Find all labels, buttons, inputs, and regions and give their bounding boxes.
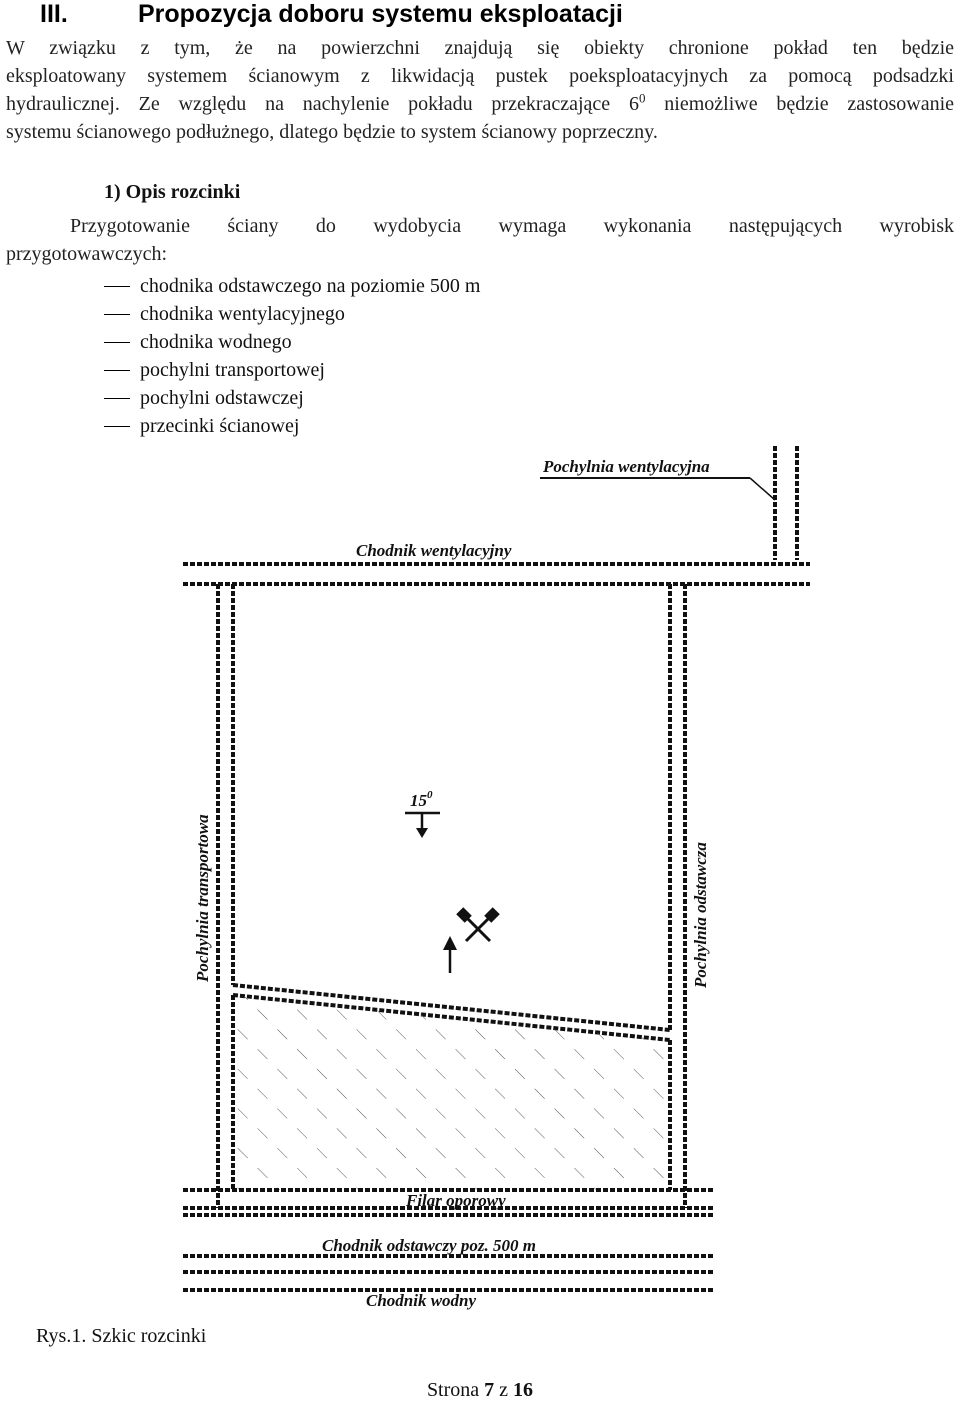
list-item-label: pochylni transportowej (140, 359, 325, 381)
intro-line-4: systemu ścianowego podłużnego, dlatego będzie to system ścianowy poprzeczny. (6, 121, 658, 143)
intro-line-1: W związku z tym, że na powierzchni znajdują się obiekty chronione pokład ten będzie (6, 37, 954, 59)
dash-bullet (104, 286, 130, 287)
pochylnia-transportowa-drift (218, 584, 233, 1208)
label-pochylnia-transportowa: Pochylnia transportowa (193, 814, 212, 982)
page-footer (0, 1379, 960, 1402)
figure-caption: Rys.1. Szkic rozcinki (36, 1325, 207, 1347)
workings-list (104, 272, 480, 440)
intro-line-3b: niemożliwe będzie zastosowanie (645, 93, 954, 115)
dash-bullet (104, 426, 130, 427)
label-pochylnia-odstawcza: Pochylnia odstawcza (691, 842, 710, 988)
degree-superscript: 0 (638, 90, 646, 106)
subsection-para-line-2: przygotowawczych: (6, 243, 168, 265)
dash-bullet (104, 342, 130, 343)
label-leader-line (750, 478, 775, 500)
label-filar-oporowy: Filar oporowy (406, 1191, 506, 1210)
page-number: 7 (484, 1379, 495, 1401)
dash-bullet (104, 398, 130, 399)
dip-angle-label: $15^0$ (410, 789, 433, 810)
section-number: III. (40, 0, 68, 28)
dash-bullet (104, 314, 130, 315)
list-item (104, 412, 480, 440)
pochylnia-odstawcza-drift (670, 584, 685, 1208)
chodnik-wentylacyjny-drift (183, 564, 810, 584)
list-item (104, 272, 480, 300)
dash-bullet (104, 370, 130, 371)
intro-line-3 (6, 90, 954, 118)
advance-arrow-icon (443, 936, 457, 973)
intro-line-3a: hydraulicznej. Ze względu na nachylenie pokładu przekraczające 6 (6, 93, 639, 115)
label-chodnik-wodny: Chodnik wodny (366, 1291, 477, 1310)
list-item (104, 384, 480, 412)
pochylnia-wentylacyjna-drift (775, 446, 797, 560)
list-item-label: chodnika wentylacyjnego (140, 303, 345, 325)
list-item-label: chodnika odstawczego na poziomie 500 m (140, 275, 481, 297)
label-chodnik-odstawczy: Chodnik odstawczy poz. 500 m (322, 1236, 536, 1255)
list-item (104, 300, 480, 328)
page-total: 16 (513, 1379, 534, 1401)
section-title: Propozycja doboru systemu eksploatacji (138, 0, 623, 28)
list-item (104, 356, 480, 384)
list-item-label: chodnika wodnego (140, 331, 292, 353)
footer-separator: z (494, 1379, 514, 1401)
list-item-label: przecinki ścianowej (140, 415, 300, 437)
dip-symbol (405, 813, 440, 838)
section-heading (40, 0, 623, 29)
subsection-para-line-1: Przygotowanie ściany do wydobycia wymaga wykonania następujących wyrobisk (70, 215, 954, 237)
panel-sketch (150, 440, 830, 1320)
label-chodnik-wentylacyjny: Chodnik wentylacyjny (356, 541, 512, 560)
chodnik-odstawczy-drift (183, 1256, 715, 1272)
footer-prefix: Strona (426, 1379, 485, 1401)
subsection-title: 1) Opis rozcinki (104, 181, 241, 203)
list-item (104, 328, 480, 356)
label-pochylnia-wentylacyjna: Pochylnia wentylacyjna (543, 457, 710, 476)
intro-line-2: eksploatowany systemem ścianowym z likwidacją pustek poeksploatacyjnych za pomocą podsadzki (6, 65, 954, 87)
mining-hammers-icon (456, 907, 500, 941)
list-item-label: pochylni odstawczej (140, 387, 304, 409)
